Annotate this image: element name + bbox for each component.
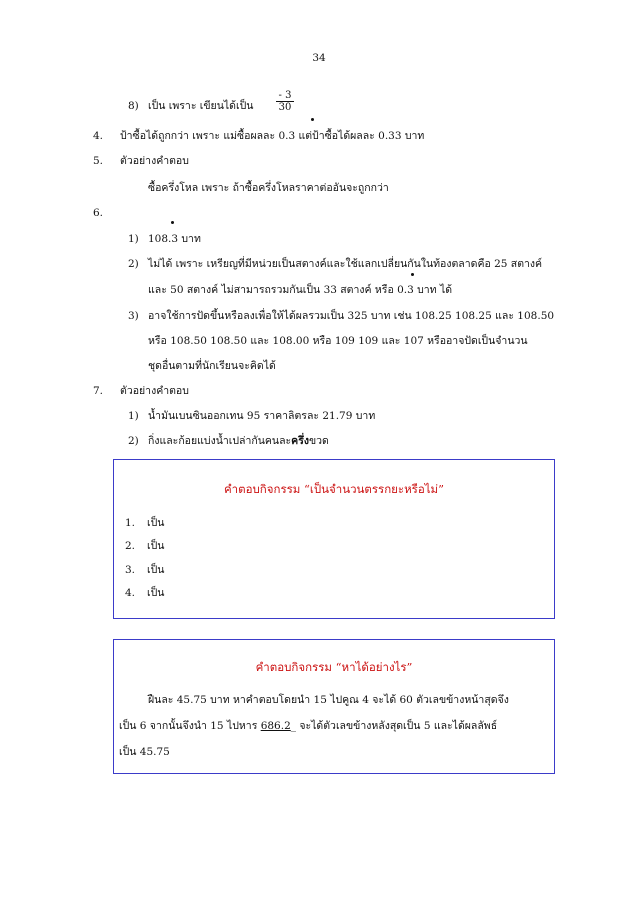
item6-sub1-label: 1) — [128, 233, 139, 245]
item5-number: 5. — [93, 155, 104, 167]
box1-item-number: 2. — [125, 540, 136, 552]
item6-sub3-line2: หรือ 108.50 108.50 และ 108.00 หรือ 109 109 และ 107 หรืออาจปัดเป็นจำนวน — [148, 335, 528, 347]
answer-box-rational — [113, 459, 555, 619]
box1-item-text: เป็น — [147, 564, 165, 576]
item6-sub2-line1: ไม่ได้ เพราะ เหรียญที่มีหน่วยเป็นสตางค์และใช้แลกเปลี่ยนกันในท้องตลาดคือ 25 สตางค์ — [148, 258, 543, 270]
item7-sub2-text — [148, 434, 329, 448]
box2-line3: เป็น 45.75 — [119, 746, 170, 758]
item5-heading: ตัวอย่างคำตอบ — [120, 155, 189, 167]
box2-line2 — [119, 719, 497, 733]
item8-text: เป็น เพราะ เขียนได้เป็น — [148, 100, 254, 112]
repeating-decimal-dot — [171, 221, 174, 224]
item6-sub1-text: 108.3 บาท — [148, 233, 201, 245]
item7-sub2-label: 2) — [128, 435, 139, 447]
box1-item-number: 3. — [125, 564, 136, 576]
item7-sub2-text-bold: ครึ่ง — [291, 435, 309, 447]
repeating-decimal-dot — [311, 118, 314, 121]
item6-sub2-line2: และ 50 สตางค์ ไม่สามารถรวมกันเป็น 33 สตางค์ หรือ 0.3 บาท ได้ — [148, 284, 453, 296]
answer-box-how — [113, 639, 555, 774]
box2-line2-before: เป็น 6 จากนั้นจึงนำ 15 ไปหาร — [119, 720, 261, 732]
item8-label: 8) — [128, 100, 139, 112]
item6-number: 6. — [93, 207, 104, 219]
fraction-denominator: 30 — [278, 102, 292, 113]
box1-item-number: 1. — [125, 517, 136, 529]
item7-sub2-text-after: ขวด — [308, 435, 329, 447]
answer-box-rational-title: คำตอบกิจกรรม “เป็นจำนวนตรรกยะหรือไม่” — [223, 482, 445, 496]
item4-number: 4. — [93, 130, 104, 142]
fraction-numerator: - 3 — [276, 90, 294, 102]
item8-fraction — [276, 90, 294, 113]
item7-sub1-label: 1) — [128, 410, 139, 422]
item6-sub3-line1: อาจใช้การปัดขึ้นหรือลงเพื่อให้ได้ผลรวมเป็น 325 บาท เช่น 108.25 108.25 และ 108.50 — [148, 310, 555, 322]
box2-line2-underlined: 686.2 — [260, 720, 291, 732]
item7-number: 7. — [93, 385, 104, 397]
box2-line1: ฝืนละ 45.75 บาท หาคำตอบโดยนำ 15 ไปคูณ 4 จะได้ 60 ตัวเลขข้างหน้าสุดจึง — [148, 694, 509, 706]
answer-box-how-title: คำตอบกิจกรรม “หาได้อย่างไร” — [255, 660, 413, 674]
item7-heading: ตัวอย่างคำตอบ — [120, 385, 189, 397]
item6-sub3-label: 3) — [128, 310, 139, 322]
box1-item-number: 4. — [125, 587, 136, 599]
item5-answer: ซื้อครึ่งโหล เพราะ ถ้าซื้อครึ่งโหลราคาต่ออันจะถูกกว่า — [148, 182, 389, 194]
repeating-decimal-dot — [411, 273, 414, 276]
item6-sub3-line3: ชุดอื่นตามที่นักเรียนจะคิดได้ — [148, 360, 276, 372]
item4-text: ป้าซื้อได้ถูกกว่า เพราะ แม่ซื้อผลละ 0.3 แต่ป้าซื้อได้ผลละ 0.33 บาท — [120, 130, 425, 142]
page-number: 34 — [312, 52, 326, 64]
box1-item-text: เป็น — [147, 587, 165, 599]
box2-line2-after: _ จะได้ตัวเลขข้างหลังสุดเป็น 5 และได้ผลลัพธ์ — [290, 720, 498, 732]
box1-item-text: เป็น — [147, 540, 165, 552]
item6-sub2-label: 2) — [128, 258, 139, 270]
box1-item-text: เป็น — [147, 517, 165, 529]
item7-sub2-text-before: กิ่งและก้อยแบ่งน้ำเปล่ากันคนละ — [148, 435, 292, 447]
item7-sub1-text: น้ำมันเบนซินออกเทน 95 ราคาลิตรละ 21.79 บาท — [148, 410, 376, 422]
